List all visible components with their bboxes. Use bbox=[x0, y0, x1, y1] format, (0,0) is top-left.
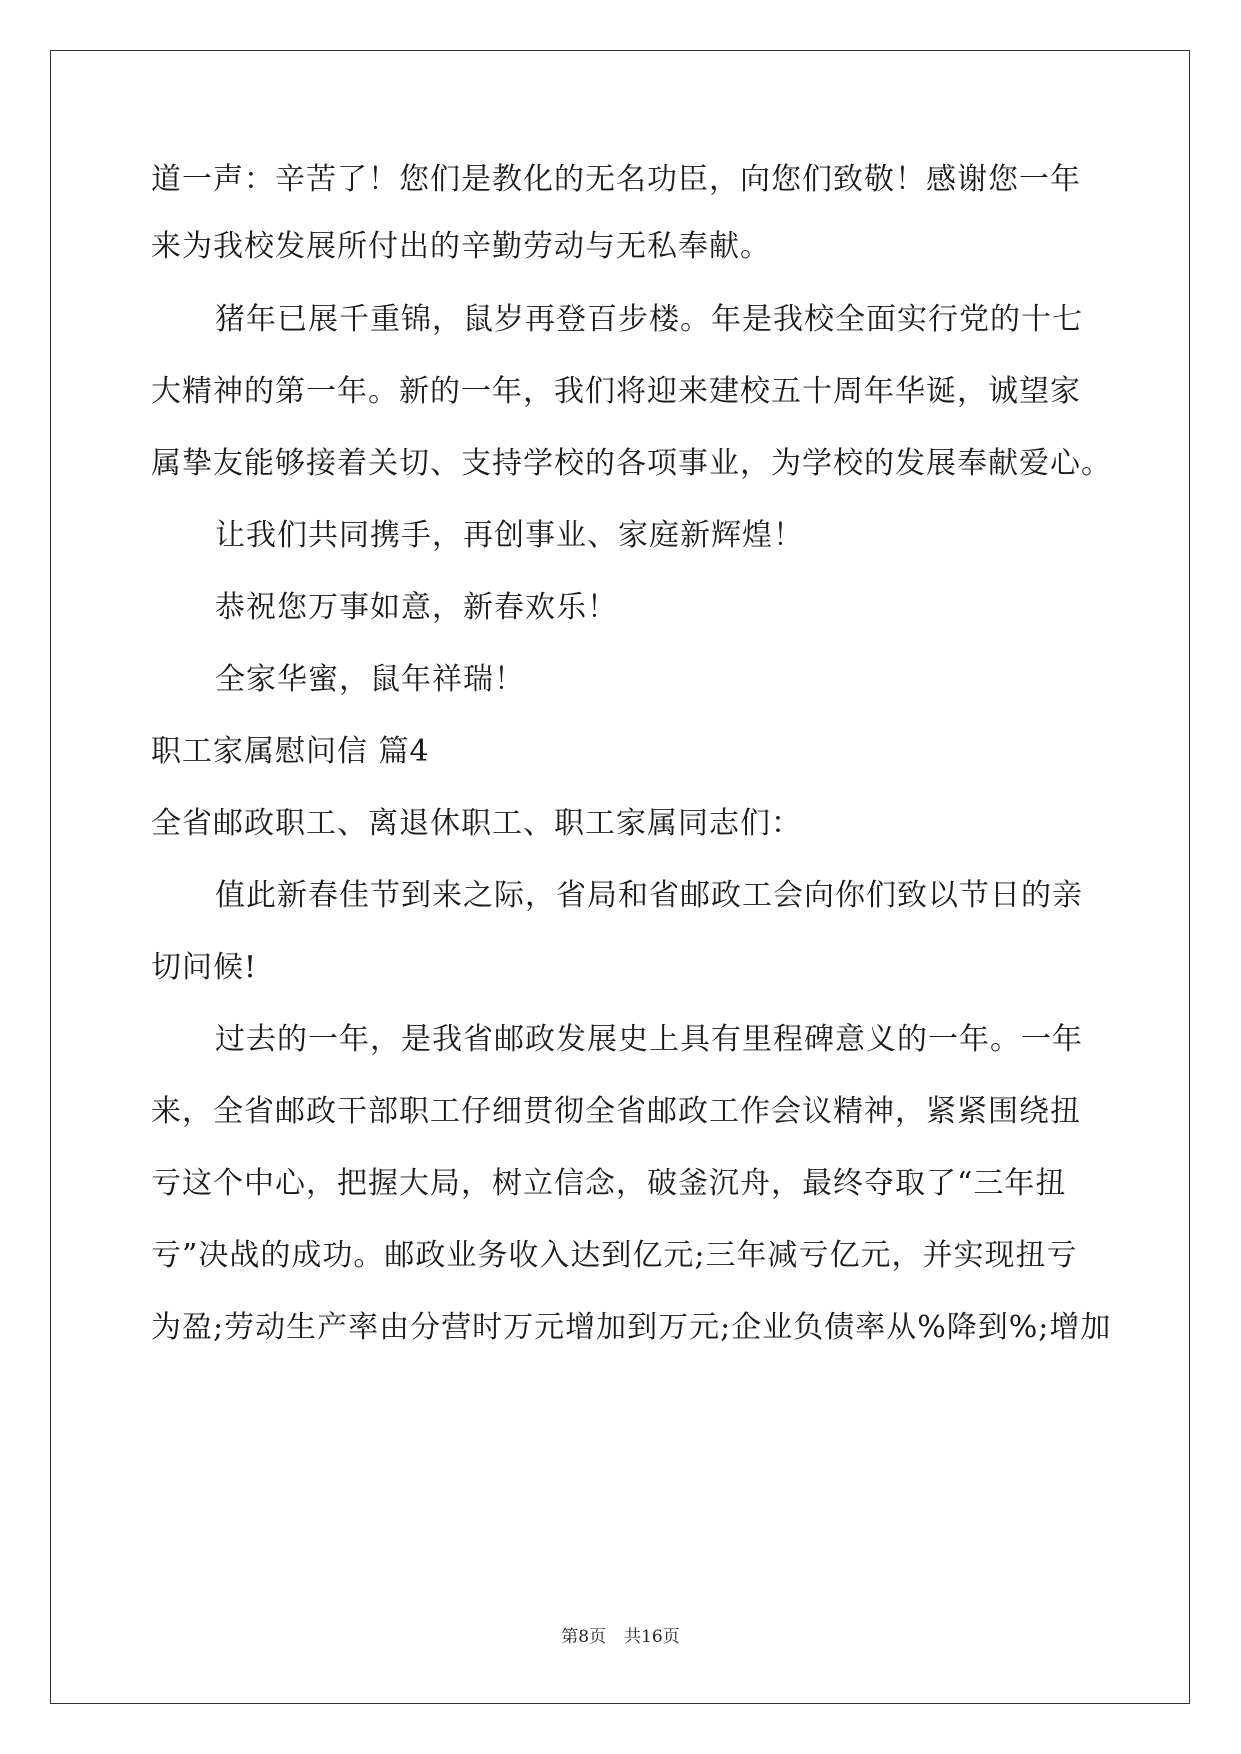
paragraph-line: 来，全省邮政干部职工仔细贯彻全省邮政工作会议精神，紧紧围绕扭 bbox=[151, 1094, 1081, 1129]
page-footer bbox=[0, 1622, 1241, 1647]
paragraph-line: 切问候! bbox=[151, 950, 258, 985]
paragraph-line: 属挚友能够接着关切、支持学校的各项事业，为学校的发展奉献爱心。 bbox=[151, 446, 1112, 481]
paragraph-line: 恭祝您万事如意，新春欢乐！ bbox=[215, 590, 618, 625]
paragraph-line: 来为我校发展所付出的辛勤劳动与无私奉献。 bbox=[151, 229, 771, 264]
paragraph-line: 全家华蜜，鼠年祥瑞！ bbox=[215, 662, 525, 697]
page-number: 第8页 bbox=[561, 1627, 607, 1647]
salutation: 全省邮政职工、离退休职工、职工家属同志们： bbox=[151, 806, 802, 841]
paragraph-line: 为盈;劳动生产率由分营时万元增加到万元;企业负债率从%降到%;增加 bbox=[151, 1310, 1112, 1345]
paragraph-line: 亏这个中心，把握大局，树立信念，破釜沉舟，最终夺取了“三年扭 bbox=[151, 1166, 1067, 1201]
paragraph-line: 过去的一年，是我省邮政发展史上具有里程碑意义的一年。一年 bbox=[215, 1022, 1083, 1057]
paragraph-line: 让我们共同携手，再创事业、家庭新辉煌！ bbox=[215, 518, 804, 553]
page-total: 共16页 bbox=[624, 1627, 680, 1647]
paragraph-line: 亏”决战的成功。邮政业务收入达到亿元;三年减亏亿元，并实现扭亏 bbox=[151, 1238, 1078, 1273]
paragraph-line: 值此新春佳节到来之际，省局和省邮政工会向你们致以节日的亲 bbox=[215, 878, 1083, 913]
paragraph-line: 道一声：辛苦了！您们是教化的无名功臣，向您们致敬！感谢您一年 bbox=[151, 162, 1081, 197]
paragraph-line: 猪年已展千重锦，鼠岁再登百步楼。年是我校全面实行党的十七 bbox=[215, 302, 1083, 337]
section-heading: 职工家属慰问信 篇4 bbox=[151, 734, 430, 769]
paragraph-line: 大精神的第一年。新的一年，我们将迎来建校五十周年华诞，诚望家 bbox=[151, 374, 1081, 409]
